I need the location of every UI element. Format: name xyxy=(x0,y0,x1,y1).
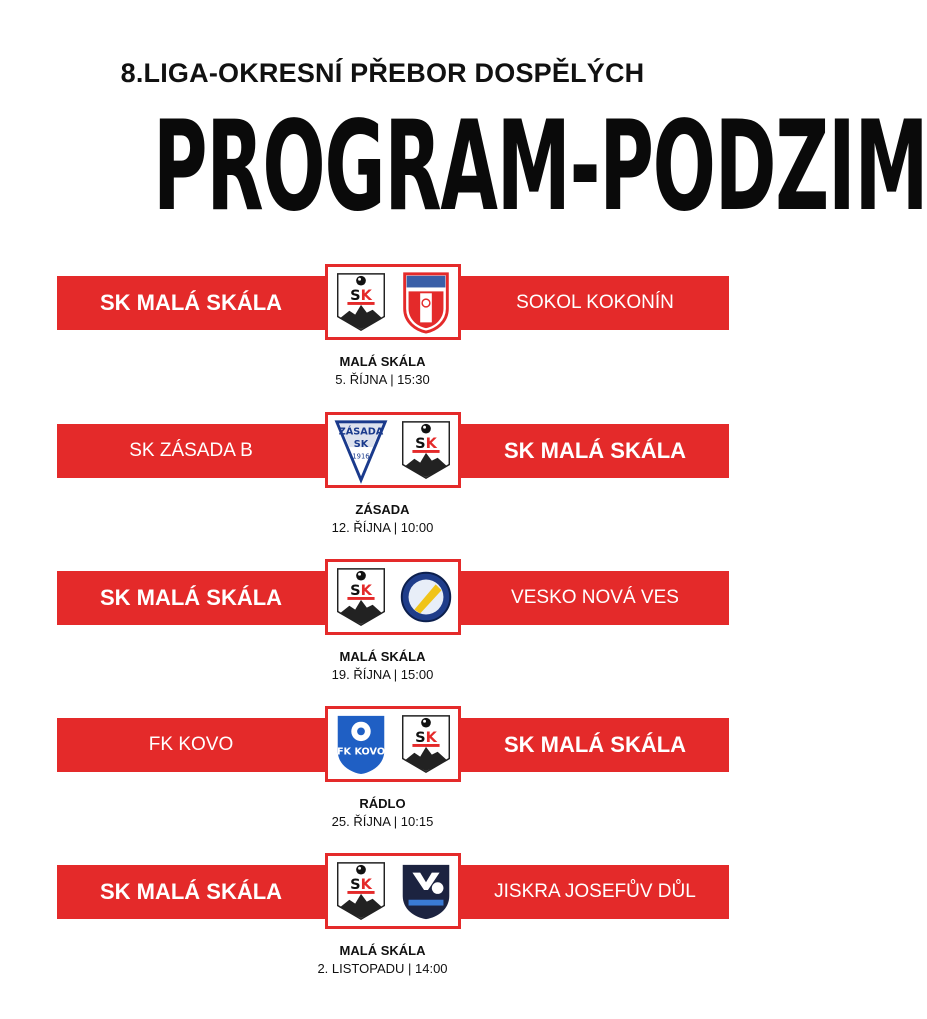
fk-kovo-logo-icon xyxy=(333,712,389,776)
sk-mala-skala-logo-icon xyxy=(333,565,389,629)
match-logos xyxy=(325,412,461,488)
match-5 xyxy=(0,853,765,998)
sk-mala-skala-logo-icon xyxy=(398,418,454,482)
vesko-nova-ves-logo-icon xyxy=(398,565,454,629)
match-venue: MALÁ SKÁLA xyxy=(339,354,426,369)
kovo-logo-text: FK KOVO xyxy=(336,746,385,758)
match-date: 12. ŘÍJNA | 10:00 xyxy=(331,520,434,535)
match-venue: ZÁSADA xyxy=(355,502,410,517)
match-logos xyxy=(325,853,461,929)
away-team: JISKRA JOSEFŮV DŮL xyxy=(494,881,696,902)
sk-mala-skala-logo-icon xyxy=(333,270,389,334)
zasada-logo-name: ZÁSADA xyxy=(338,426,383,438)
match-date: 25. ŘÍJNA | 10:15 xyxy=(331,814,434,829)
away-team: SOKOL KOKONÍN xyxy=(516,292,674,313)
zasada-logo-sk: SK xyxy=(353,439,368,451)
match-logos xyxy=(325,706,461,782)
match-venue: RÁDLO xyxy=(359,796,406,811)
home-team: FK KOVO xyxy=(148,734,234,755)
match-logos xyxy=(325,264,461,340)
page-title: PROGRAM-PODZIM xyxy=(152,95,927,239)
match-venue: MALÁ SKÁLA xyxy=(339,649,426,664)
sokol-kokonin-logo-icon xyxy=(398,270,454,334)
match-4 xyxy=(0,706,765,851)
home-team: SK MALÁ SKÁLA xyxy=(99,290,283,315)
zasada-logo-year: 1916 xyxy=(351,452,370,461)
sk-mala-skala-logo-icon xyxy=(398,712,454,776)
away-team: SK MALÁ SKÁLA xyxy=(503,732,687,757)
match-date: 19. ŘÍJNA | 15:00 xyxy=(331,667,434,682)
away-team: SK MALÁ SKÁLA xyxy=(503,438,687,463)
match-venue: MALÁ SKÁLA xyxy=(339,943,426,958)
match-date: 2. LISTOPADU | 14:00 xyxy=(317,961,448,976)
match-date: 5. ŘÍJNA | 15:30 xyxy=(335,372,430,387)
match-logos xyxy=(325,559,461,635)
home-team: SK ZÁSADA B xyxy=(129,440,253,461)
match-1 xyxy=(0,264,765,409)
away-team: VESKO NOVÁ VES xyxy=(511,587,679,608)
match-2 xyxy=(0,412,765,557)
jiskra-josefuv-dul-logo-icon xyxy=(398,859,454,923)
home-team: SK MALÁ SKÁLA xyxy=(99,879,283,904)
sk-zasada-logo-icon xyxy=(333,418,389,482)
sk-mala-skala-logo-icon xyxy=(333,859,389,923)
header-subtitle: 8.LIGA-OKRESNÍ PŘEBOR DOSPĚLÝCH xyxy=(120,58,645,88)
match-3 xyxy=(0,559,765,704)
home-team: SK MALÁ SKÁLA xyxy=(99,585,283,610)
